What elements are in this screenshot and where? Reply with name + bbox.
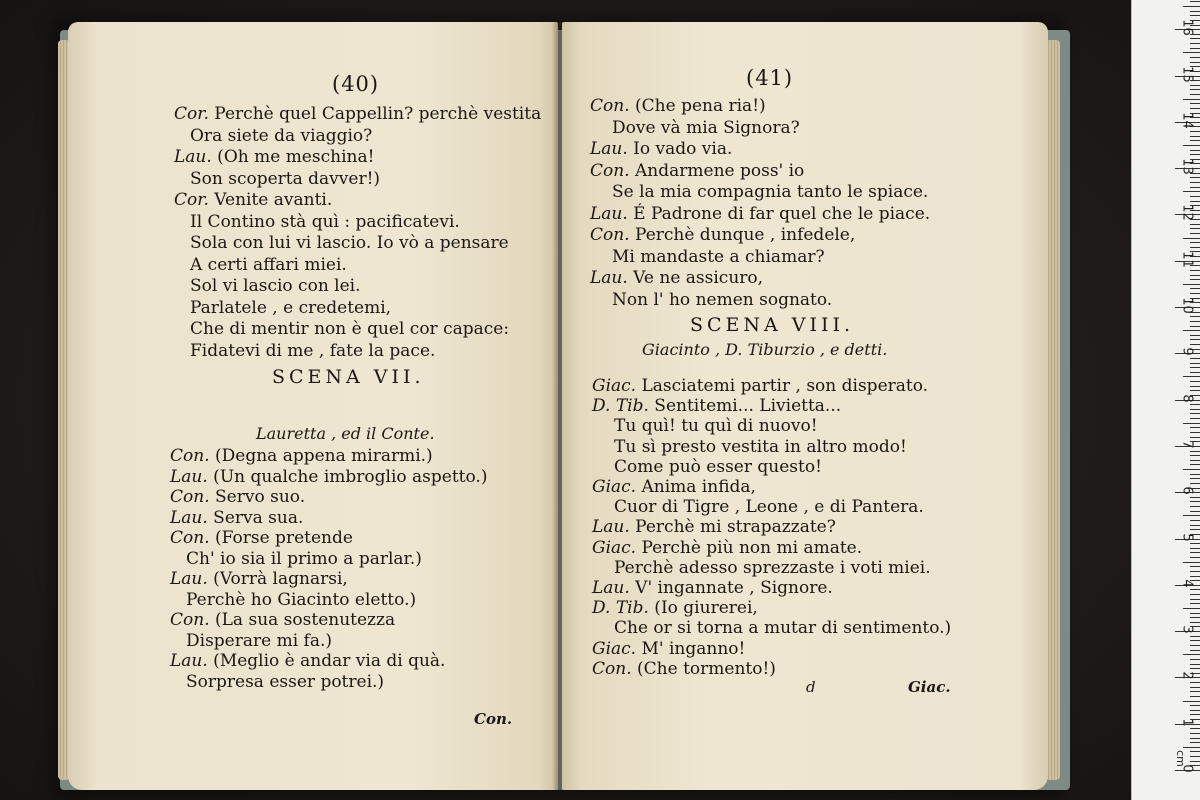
ruler-number: 3: [1179, 625, 1195, 634]
line-text: (Forse pretende: [209, 528, 353, 548]
dialogue-line: [614, 437, 907, 457]
dialogue-line: [592, 639, 745, 659]
dialogue-line: [170, 467, 487, 487]
measurement-ruler: [1131, 0, 1200, 800]
line-text: Perchè adesso sprezzaste i voti miei.: [614, 557, 931, 578]
dialogue-line: [190, 169, 380, 189]
speaker-name: Lau.: [590, 268, 628, 288]
page-number-40: (40): [332, 72, 380, 96]
line-text: (Che pena ria!): [629, 96, 766, 116]
ruler-tick: [1190, 367, 1200, 368]
line-text: (Degna appena mirarmi.): [209, 446, 433, 466]
ruler-tick: [1183, 145, 1200, 146]
ruler-tick: [1190, 321, 1200, 322]
speaker-name: Con.: [170, 446, 210, 466]
line-text: Mi mandaste a chiamar?: [612, 246, 825, 267]
line-text: Servo suo.: [209, 487, 306, 507]
ruler-tick: [1190, 691, 1200, 692]
ruler-tick: [1183, 469, 1200, 470]
ruler-tick: [1190, 11, 1200, 12]
dialogue-line: [612, 247, 825, 267]
left-page: [68, 22, 558, 790]
speaker-name: Lau.: [592, 578, 630, 598]
dialogue-line: [174, 104, 541, 124]
dialogue-line: [592, 477, 756, 497]
ruler-tick: [1190, 557, 1200, 558]
ruler-number: 16: [1179, 19, 1195, 36]
dialogue-line: [170, 651, 445, 671]
dialogue-line: [614, 457, 822, 477]
speaker-name: Con.: [590, 225, 630, 245]
dialogue-line: [190, 255, 347, 275]
scene-heading-viii: SCENA VIII.: [690, 314, 855, 336]
line-text: Andarmene poss' io: [629, 160, 805, 181]
scene-vii-characters: Lauretta , ed il Conte.: [256, 424, 435, 443]
ruler-tick: [1190, 566, 1200, 567]
ruler-number: 4: [1179, 579, 1195, 588]
ruler-number: 9: [1179, 347, 1195, 356]
line-text: É Padrone di far quel che le piace.: [627, 203, 931, 224]
dialogue-line: [614, 558, 931, 578]
ruler-tick: [1190, 599, 1200, 600]
ruler-tick: [1190, 1, 1200, 2]
line-text: Fidatevi di me , fate la pace.: [190, 340, 436, 361]
ruler-tick: [1190, 645, 1200, 646]
line-text: Anima infida,: [636, 477, 756, 497]
line-text: (Un qualche imbroglio aspetto.): [207, 466, 488, 487]
dialogue-line: [612, 182, 928, 202]
line-text: Perchè ho Giacinto eletto.): [186, 589, 417, 610]
ruler-number: 7: [1179, 440, 1195, 449]
line-text: (La sua sostenutezza: [209, 610, 396, 630]
dialogue-line: [174, 190, 332, 210]
speaker-name: Giac.: [592, 537, 637, 558]
ruler-number: 10: [1179, 297, 1195, 314]
speaker-name: D. Tib.: [592, 598, 649, 619]
line-text: Sol vi lascio con lei.: [190, 276, 361, 296]
ruler-tick: [1190, 326, 1200, 327]
dialogue-line: [590, 204, 930, 224]
speaker-name: Con.: [170, 487, 210, 507]
ruler-tick: [1190, 501, 1200, 502]
catchword-right: Giac.: [908, 678, 951, 696]
ruler-tick: [1183, 423, 1200, 424]
speaker-name: Lau.: [590, 203, 628, 224]
ruler-tick: [1190, 659, 1200, 660]
dialogue-line: [186, 590, 416, 610]
dialogue-line: [592, 396, 841, 416]
line-text: Perchè mi strapazzate?: [629, 517, 836, 538]
speaker-name: Lau.: [170, 466, 208, 487]
ruler-tick: [1190, 427, 1200, 428]
line-text: (Meglio è andar via di quà.: [207, 651, 446, 671]
ruler-tick: [1190, 613, 1200, 614]
line-text: Lasciatemi partir , son disperato.: [636, 376, 929, 396]
line-text: Perchè dunque , infedele,: [629, 225, 856, 245]
ruler-tick: [1190, 363, 1200, 364]
line-text: M' inganno!: [636, 638, 746, 659]
ruler-tick: [1183, 191, 1200, 192]
ruler-tick: [1190, 474, 1200, 475]
line-text: Il Contino stà quì : pacificatevi.: [190, 211, 460, 232]
line-text: Son scoperta davver!): [190, 168, 381, 189]
dialogue-line: [190, 233, 509, 253]
ruler-unit-label: cm: [1173, 750, 1187, 767]
line-text: Parlatele , e credetemi,: [190, 297, 392, 318]
dialogue-line: [592, 578, 833, 598]
dialogue-line: [592, 517, 836, 537]
ruler-number: 12: [1179, 204, 1195, 222]
ruler-tick: [1190, 275, 1200, 276]
line-text: Ora siete da viaggio?: [190, 125, 373, 146]
dialogue-line: [190, 212, 460, 232]
ruler-tick: [1183, 330, 1200, 331]
dialogue-line: [190, 276, 361, 296]
speaker-name: Con.: [592, 658, 632, 679]
ruler-tick: [1190, 150, 1200, 151]
ruler-tick: [1190, 335, 1200, 336]
dialogue-line: [190, 298, 391, 318]
line-text: Dove và mia Signora?: [612, 117, 800, 138]
dialogue-line: [190, 341, 435, 361]
speaker-name: Con.: [590, 96, 630, 116]
ruler-tick: [1183, 52, 1200, 53]
ruler-tick: [1190, 687, 1200, 688]
page-number-41: (41): [746, 66, 794, 90]
ruler-tick: [1190, 140, 1200, 141]
line-text: Venite avanti.: [208, 190, 333, 210]
ruler-tick: [1190, 738, 1200, 739]
line-text: (Vorrà lagnarsi,: [207, 569, 348, 589]
dialogue-line: [614, 618, 951, 638]
speaker-name: Lau.: [170, 651, 208, 671]
dialogue-line: [592, 376, 928, 396]
right-page-edges: [1046, 40, 1060, 780]
line-text: Che or si torna a mutar di sentimento.): [614, 618, 952, 639]
ruler-tick: [1183, 701, 1200, 702]
speaker-name: Giac.: [592, 477, 637, 497]
dialogue-line: [614, 497, 924, 517]
speaker-name: Lau.: [170, 507, 208, 528]
signature-mark: d: [806, 678, 816, 696]
ruler-tick: [1190, 89, 1200, 90]
ruler-tick: [1183, 515, 1200, 516]
speaker-name: D. Tib.: [592, 396, 649, 417]
line-text: (Io giurerei,: [648, 598, 758, 619]
catchword-left: Con.: [474, 710, 513, 728]
dialogue-line: [614, 416, 818, 436]
ruler-tick: [1190, 413, 1200, 414]
line-text: Non l' ho nemen sognato.: [612, 289, 833, 310]
dialogue-line: [170, 528, 353, 548]
ruler-tick: [1190, 742, 1200, 743]
dialogue-line: [186, 549, 422, 569]
right-page: [562, 22, 1048, 790]
ruler-tick: [1183, 284, 1200, 285]
speaker-name: Lau.: [590, 139, 628, 159]
ruler-tick: [1190, 182, 1200, 183]
line-text: Io vado via.: [627, 139, 733, 159]
ruler-tick: [1190, 506, 1200, 507]
ruler-tick: [1190, 136, 1200, 137]
speaker-name: Cor.: [174, 104, 209, 124]
line-text: (Che tormento!): [631, 658, 776, 679]
ruler-tick: [1190, 696, 1200, 697]
line-text: (Oh me meschina!: [211, 147, 375, 167]
ruler-tick: [1190, 372, 1200, 373]
ruler-tick: [1190, 511, 1200, 512]
ruler-tick: [1183, 6, 1200, 7]
line-text: Che di mentir non è quel cor capace:: [190, 319, 510, 339]
ruler-number: 6: [1179, 486, 1195, 495]
dialogue-line: [592, 538, 862, 558]
line-text: Serva sua.: [207, 507, 304, 528]
line-text: Cuor di Tigre , Leone , e di Pantera.: [614, 497, 924, 518]
ruler-number: 0: [1179, 764, 1195, 773]
line-text: Sentitemi... Livietta...: [648, 396, 842, 417]
ruler-tick: [1190, 57, 1200, 58]
speaker-name: Lau.: [592, 517, 630, 538]
dialogue-line: [170, 569, 348, 589]
line-text: V' ingannate , Signore.: [629, 578, 833, 598]
ruler-tick: [1190, 43, 1200, 44]
line-text: Ve ne assicuro,: [627, 268, 764, 288]
line-text: Ch' io sia il primo a parlar.): [186, 548, 422, 569]
ruler-number: 15: [1179, 65, 1195, 83]
ruler-tick: [1190, 751, 1200, 752]
dialogue-line: [590, 268, 763, 288]
ruler-tick: [1190, 520, 1200, 521]
ruler-tick: [1183, 99, 1200, 100]
line-text: Tu quì! tu quì di nuovo!: [614, 416, 818, 437]
ruler-number: 8: [1179, 393, 1195, 403]
ruler-tick: [1190, 38, 1200, 39]
dialogue-line: [186, 672, 384, 692]
ruler-tick: [1190, 460, 1200, 461]
dialogue-line: [190, 319, 509, 339]
dialogue-line: [590, 96, 766, 116]
ruler-tick: [1190, 705, 1200, 706]
ruler-tick: [1190, 233, 1200, 234]
ruler-tick: [1190, 288, 1200, 289]
speaker-name: Con.: [590, 160, 630, 181]
ruler-tick: [1183, 608, 1200, 609]
dialogue-line: [170, 446, 433, 466]
ruler-tick: [1190, 279, 1200, 280]
ruler-tick: [1190, 228, 1200, 229]
ruler-tick: [1190, 603, 1200, 604]
speaker-name: Lau.: [174, 147, 212, 167]
ruler-tick: [1190, 48, 1200, 49]
dialogue-line: [612, 118, 800, 138]
line-text: Perchè più non mi amate.: [636, 537, 863, 558]
ruler-tick: [1190, 224, 1200, 225]
dialogue-line: [590, 161, 804, 181]
ruler-number: 11: [1179, 250, 1195, 268]
ruler-tick: [1190, 552, 1200, 553]
speaker-name: Lau.: [170, 569, 208, 589]
ruler-number: 2: [1179, 671, 1195, 681]
ruler-tick: [1190, 242, 1200, 243]
ruler-tick: [1190, 640, 1200, 641]
dialogue-line: [174, 147, 374, 167]
speaker-name: Con.: [170, 528, 210, 548]
speaker-name: Con.: [170, 610, 210, 630]
ruler-tick: [1190, 187, 1200, 188]
ruler-tick: [1183, 747, 1200, 748]
speaker-name: Cor.: [174, 190, 209, 210]
dialogue-line: [590, 225, 855, 245]
dialogue-line: [186, 631, 332, 651]
dialogue-line: [612, 290, 832, 310]
speaker-name: Giac.: [592, 376, 637, 396]
line-text: Sola con lui vi lascio. Io vò a pensare: [190, 233, 509, 253]
line-text: Disperare mi fa.): [186, 630, 333, 651]
ruler-tick: [1183, 654, 1200, 655]
ruler-tick: [1190, 196, 1200, 197]
ruler-tick: [1190, 650, 1200, 651]
ruler-number: 5: [1179, 532, 1195, 542]
speaker-name: Giac.: [592, 638, 637, 659]
ruler-tick: [1190, 94, 1200, 95]
ruler-tick: [1190, 177, 1200, 178]
dialogue-line: [170, 487, 305, 507]
ruler-tick: [1190, 103, 1200, 104]
ruler-tick: [1190, 464, 1200, 465]
ruler-tick: [1183, 238, 1200, 239]
dialogue-line: [592, 659, 776, 679]
line-text: A certi affari miei.: [190, 254, 347, 275]
scene-heading-vii: SCENA VII.: [272, 366, 425, 388]
dialogue-line: [170, 610, 395, 630]
line-text: Se la mia compagnia tanto le spiace.: [612, 182, 929, 202]
line-text: Sorpresa esser potrei.): [186, 671, 385, 692]
dialogue-line: [592, 598, 758, 618]
line-text: Tu sì presto vestita in altro modo!: [614, 436, 907, 457]
ruler-number: 13: [1179, 158, 1195, 175]
ruler-tick: [1190, 381, 1200, 382]
ruler-tick: [1190, 62, 1200, 63]
dialogue-line: [190, 126, 372, 146]
ruler-tick: [1183, 376, 1200, 377]
ruler-number: 1: [1179, 718, 1195, 727]
dialogue-line: [590, 139, 732, 159]
ruler-tick: [1190, 418, 1200, 419]
line-text: Come può esser questo!: [614, 456, 822, 477]
dialogue-line: [170, 508, 303, 528]
ruler-tick: [1190, 525, 1200, 526]
ruler-tick: [1183, 562, 1200, 563]
scene-viii-characters: Giacinto , D. Tiburzio , e detti.: [642, 340, 888, 359]
line-text: Perchè quel Cappellin? perchè vestita: [208, 104, 542, 124]
ruler-number: 14: [1179, 112, 1195, 129]
